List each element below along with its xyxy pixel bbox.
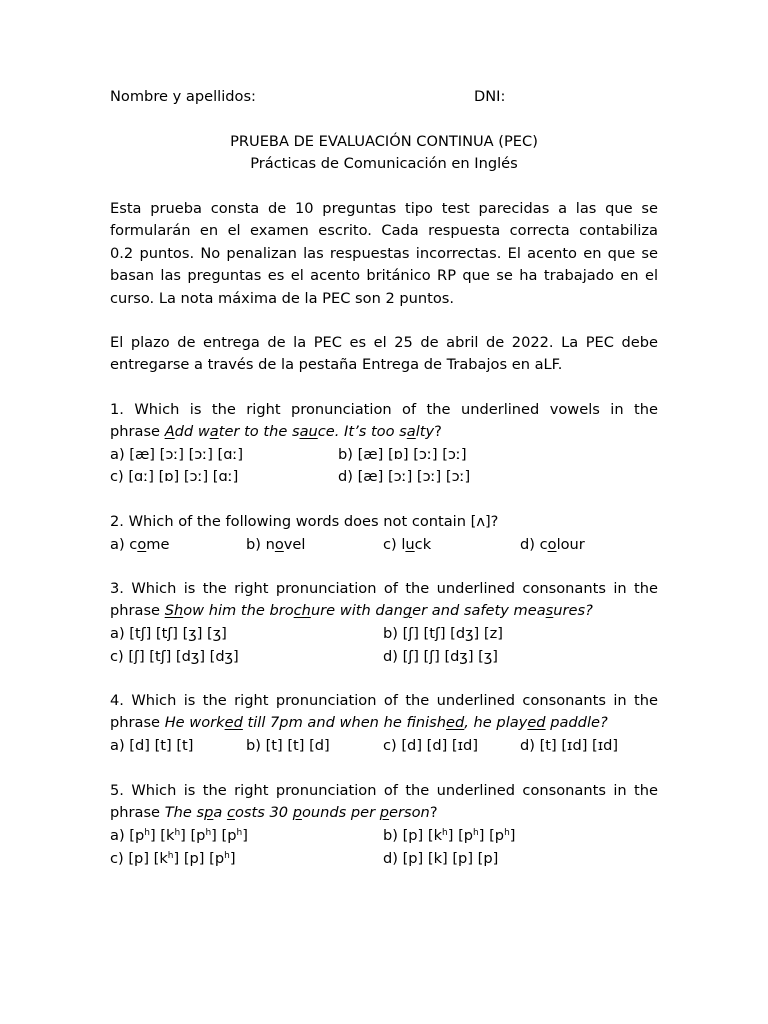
intro-line: El plazo de entrega de la PEC es el 25 de abril de 2022. La PEC debe (110, 334, 658, 351)
option-d[interactable]: d) [p] [k] [p] [p] (383, 850, 499, 867)
question-phrase (110, 802, 658, 824)
option-text: b) n (246, 536, 275, 553)
option-c[interactable]: c) [p] $[k^h]$ [p] $[p^h]$ (110, 850, 236, 867)
option-a[interactable]: a) [æ] [ɔː] [ɔː] [ɑː] (110, 446, 244, 463)
underlined-segment: ed (446, 714, 465, 732)
underlined-segment: a (209, 423, 219, 441)
phrase-segment: ow him the bro (183, 602, 294, 620)
underlined-letter: o (274, 536, 284, 553)
question-1 (110, 399, 658, 444)
phrase-segment: a (213, 804, 227, 822)
option-b[interactable]: b) [t] [t] [d] (246, 737, 330, 754)
intro-line: 0.2 puntos. No penalizan las respuestas incorrectas. El acento en que se (110, 244, 658, 262)
phrase-segment: He work (164, 714, 225, 732)
document-subtitle: Prácticas de Comunicación en Inglés (250, 155, 518, 172)
intro-line: basan las preguntas es el acento británico RP que se ha trabajado en el (110, 267, 658, 285)
phrase-segment: ce. It’s too s (317, 423, 407, 441)
phrase-label: phrase (110, 804, 161, 822)
question-stem: 4. Which is the right pronunciation of the underlined consonants in the (110, 692, 658, 709)
phrase-segment: lty (415, 423, 435, 441)
underlined-segment: s (545, 602, 554, 620)
phrase-segment: till 7pm and when he finish (242, 714, 447, 732)
aspiration-mark: h (504, 828, 510, 838)
option-a[interactable]: a) $[p^h]$ $[k^h]$ $[p^h]$ $[p^h]$ (110, 827, 248, 844)
option-c[interactable]: c) [ɑː] [ɒ] [ɔː] [ɑː] (110, 468, 239, 485)
phrase-segment: dd w (174, 423, 210, 441)
option-a[interactable] (110, 534, 169, 556)
phrase-segment: osts 30 (234, 804, 293, 822)
option-text: lour (556, 536, 585, 553)
option-text: d) c (520, 536, 548, 553)
phrase-segment: ure with dan (310, 602, 403, 620)
intro-line: formularán en el examen escrito. Cada respuesta correcta contabiliza (110, 222, 658, 240)
intro-paragraph-2 (110, 332, 658, 377)
phrase-text (165, 804, 430, 821)
underlined-segment: p (204, 804, 214, 822)
option-a[interactable]: a) [d] [t] [t] (110, 737, 194, 754)
question-phrase (110, 421, 658, 443)
underlined-segment: a (406, 423, 416, 441)
question-5 (110, 780, 658, 825)
underlined-segment: ed (527, 714, 546, 732)
option-d[interactable]: d) [æ] [ɔː] [ɔː] [ɔː] (338, 468, 471, 485)
aspiration-mark: h (205, 828, 212, 838)
option-b[interactable]: b) [ʃ] [tʃ] [dʒ] [z] (383, 625, 503, 642)
option-text: ck (414, 536, 432, 553)
name-label: Nombre y apellidos: (110, 88, 256, 105)
underlined-letter: o (547, 536, 557, 553)
phrase-text (165, 602, 593, 619)
document-title: PRUEBA DE EVALUACIÓN CONTINUA (PEC) (230, 133, 538, 150)
phrase-segment: ures? (553, 602, 593, 620)
phrase-segment: erson (389, 804, 430, 822)
underlined-segment: p (379, 804, 390, 822)
phrase-segment: ter to the s (218, 423, 300, 441)
question-stem: 5. Which is the right pronunciation of the underlined consonants in the (110, 782, 658, 799)
option-text: vel (283, 536, 306, 553)
question-4 (110, 690, 658, 735)
option-c[interactable] (383, 534, 431, 556)
intro-line: entregarse a través de la pestaña Entrega de Trabajos en aLF. (110, 356, 563, 374)
option-d[interactable]: d) [t] [ɪd] [ɪd] (520, 737, 619, 754)
option-text: me (146, 536, 170, 553)
aspiration-mark: h (174, 828, 181, 838)
option-c[interactable]: c) [d] [d] [ɪd] (383, 737, 479, 754)
phrase-text (165, 423, 434, 440)
underlined-segment: g (402, 602, 413, 620)
question-stem: 2. Which of the following words does not contain [ʌ]? (110, 513, 499, 530)
underlined-letter: o (137, 536, 147, 553)
question-phrase (110, 600, 658, 622)
aspiration-mark: h (442, 828, 448, 838)
option-b[interactable]: b) [p] $[k^h]$ $[p^h]$ $[p^h]$ (383, 827, 516, 844)
phrase-segment: er and safety mea (412, 602, 546, 620)
question-stem: 3. Which is the right pronunciation of the underlined consonants in the (110, 580, 658, 597)
question-3 (110, 578, 658, 623)
underlined-letter: u (405, 536, 415, 553)
phrase-segment: The s (164, 804, 205, 822)
underlined-segment: ch (293, 602, 311, 620)
aspiration-mark: h (236, 828, 243, 838)
aspiration-mark: h (144, 828, 150, 838)
phrase-segment: paddle? (545, 714, 608, 732)
phrase-label: phrase (110, 423, 161, 441)
phrase-end: ? (434, 423, 442, 441)
underlined-segment: Sh (164, 602, 184, 620)
phrase-end: ? (429, 804, 438, 822)
option-text: c) l (383, 536, 406, 553)
underlined-segment: ed (224, 714, 243, 732)
question-stem: 1. Which is the right pronunciation of the underlined vowels in the (110, 401, 658, 418)
underlined-segment: p (292, 804, 302, 822)
underlined-segment: au (299, 423, 318, 441)
option-d[interactable]: d) [ʃ] [ʃ] [dʒ] [ʒ] (383, 648, 498, 665)
phrase-segment: , he play (464, 714, 528, 732)
aspiration-mark: h (473, 828, 479, 838)
dni-label: DNI: (474, 88, 506, 105)
option-d[interactable] (520, 534, 585, 556)
option-text: a) c (110, 536, 138, 553)
underlined-segment: c (226, 804, 235, 822)
intro-line: curso. La nota máxima de la PEC son 2 puntos. (110, 289, 455, 307)
underlined-segment: A (164, 423, 175, 441)
aspiration-mark: h (224, 851, 230, 861)
question-phrase (110, 712, 658, 734)
phrase-label: phrase (110, 714, 161, 732)
intro-paragraph-1 (110, 198, 658, 310)
option-b[interactable]: b) [æ] [ɒ] [ɔː] [ɔː] (338, 446, 467, 463)
option-c[interactable]: c) [ʃ] [tʃ] [dʒ] [dʒ] (110, 648, 239, 665)
phrase-label: phrase (110, 602, 161, 620)
aspiration-mark: h (167, 851, 174, 861)
phrase-segment: ounds per (301, 804, 380, 822)
phrase-text (165, 714, 608, 731)
question-2 (110, 511, 658, 533)
intro-line: Esta prueba consta de 10 preguntas tipo test parecidas a las que se (110, 200, 658, 217)
option-a[interactable]: a) [tʃ] [tʃ] [ʒ] [ʒ] (110, 625, 227, 642)
option-b[interactable] (246, 534, 305, 556)
